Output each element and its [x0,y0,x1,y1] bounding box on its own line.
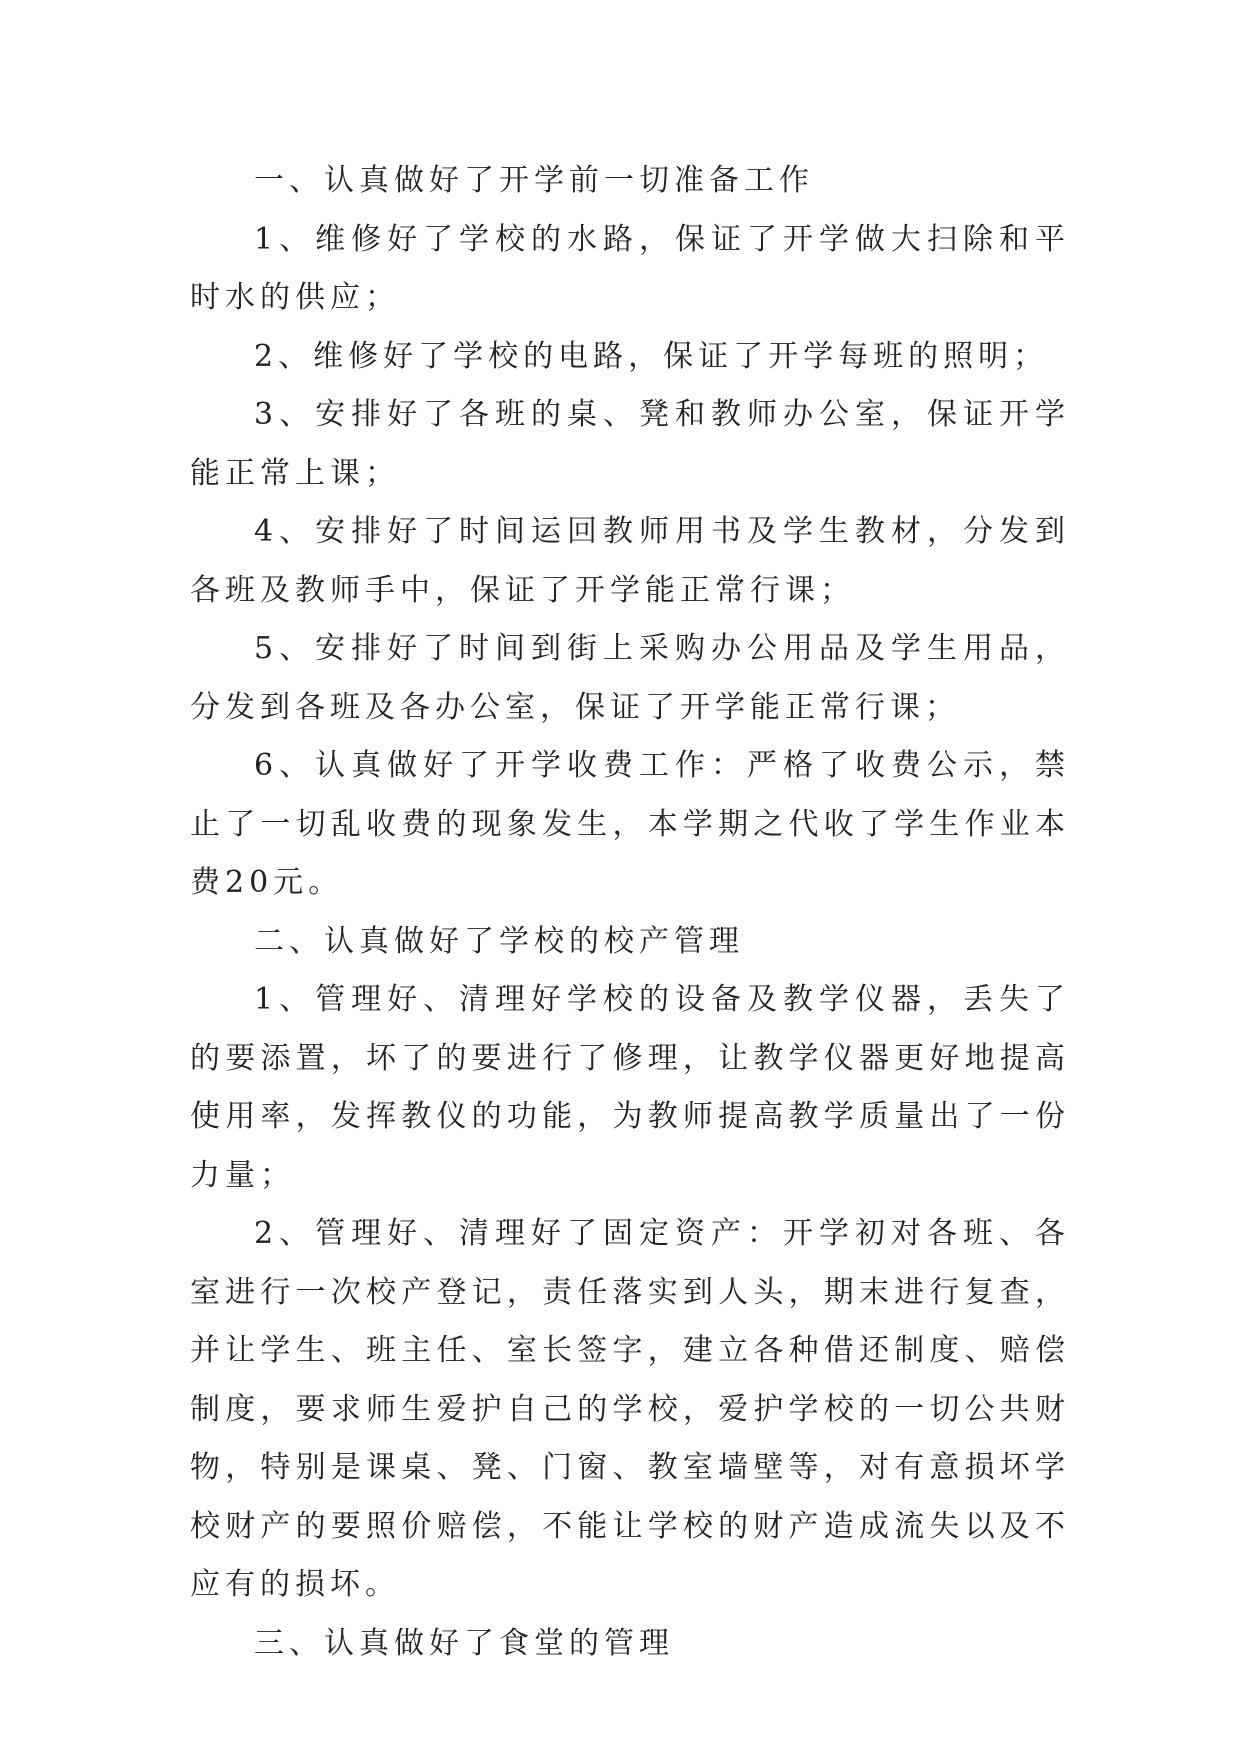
paragraph-1-3: 3、安排好了各班的桌、凳和教师办公室，保证开学能正常上课； [190,397,1070,491]
document-body [190,152,1070,1673]
paragraph-1-2: 2、维修好了学校的电路，保证了开学每班的照明； [254,338,1049,374]
section-heading-1: 一、认真做好了开学前一切准备工作 [254,163,814,198]
paragraph-1-5: 5、安排好了时间到街上采购办公用品及学生用品，分发到各班及各办公室，保证了开学能正常行课； [190,631,1070,725]
paragraph-2-2: 2、管理好、清理好了固定资产：开学初对各班、各室进行一次校产登记，责任落实到人头，期末进行复查，并让学生、班主任、室长签字，建立各种借还制度、赔偿制度，要求师生爱护自己的学校，爱护学校的一切公共财物，特别是课桌、凳、门窗、教室墙壁等，对有意损坏学校财产的要照价赔偿，不能让学校的财产造成流失以及不应有的损坏。 [190,1216,1070,1602]
paragraph-1-1: 1、维修好了学校的水路，保证了开学做大扫除和平时水的供应； [190,221,1070,315]
paragraph-1-4: 4、安排好了时间运回教师用书及学生教材，分发到各班及教师手中，保证了开学能正常行课； [190,514,1070,608]
paragraph-2-1: 1、管理好、清理好学校的设备及教学仪器，丢失了的要添置，坏了的要进行了修理，让教学仪器更好地提高使用率，发挥教仪的功能，为教师提高教学质量出了一份力量； [190,982,1070,1193]
paragraph-1-6: 6、认真做好了开学收费工作：严格了收费公示，禁止了一切乱收费的现象发生，本学期之代收了学生作业本费20元。 [190,748,1070,900]
section-heading-3: 三、认真做好了食堂的管理 [254,1625,674,1661]
section-heading-2: 二、认真做好了学校的校产管理 [254,923,744,959]
